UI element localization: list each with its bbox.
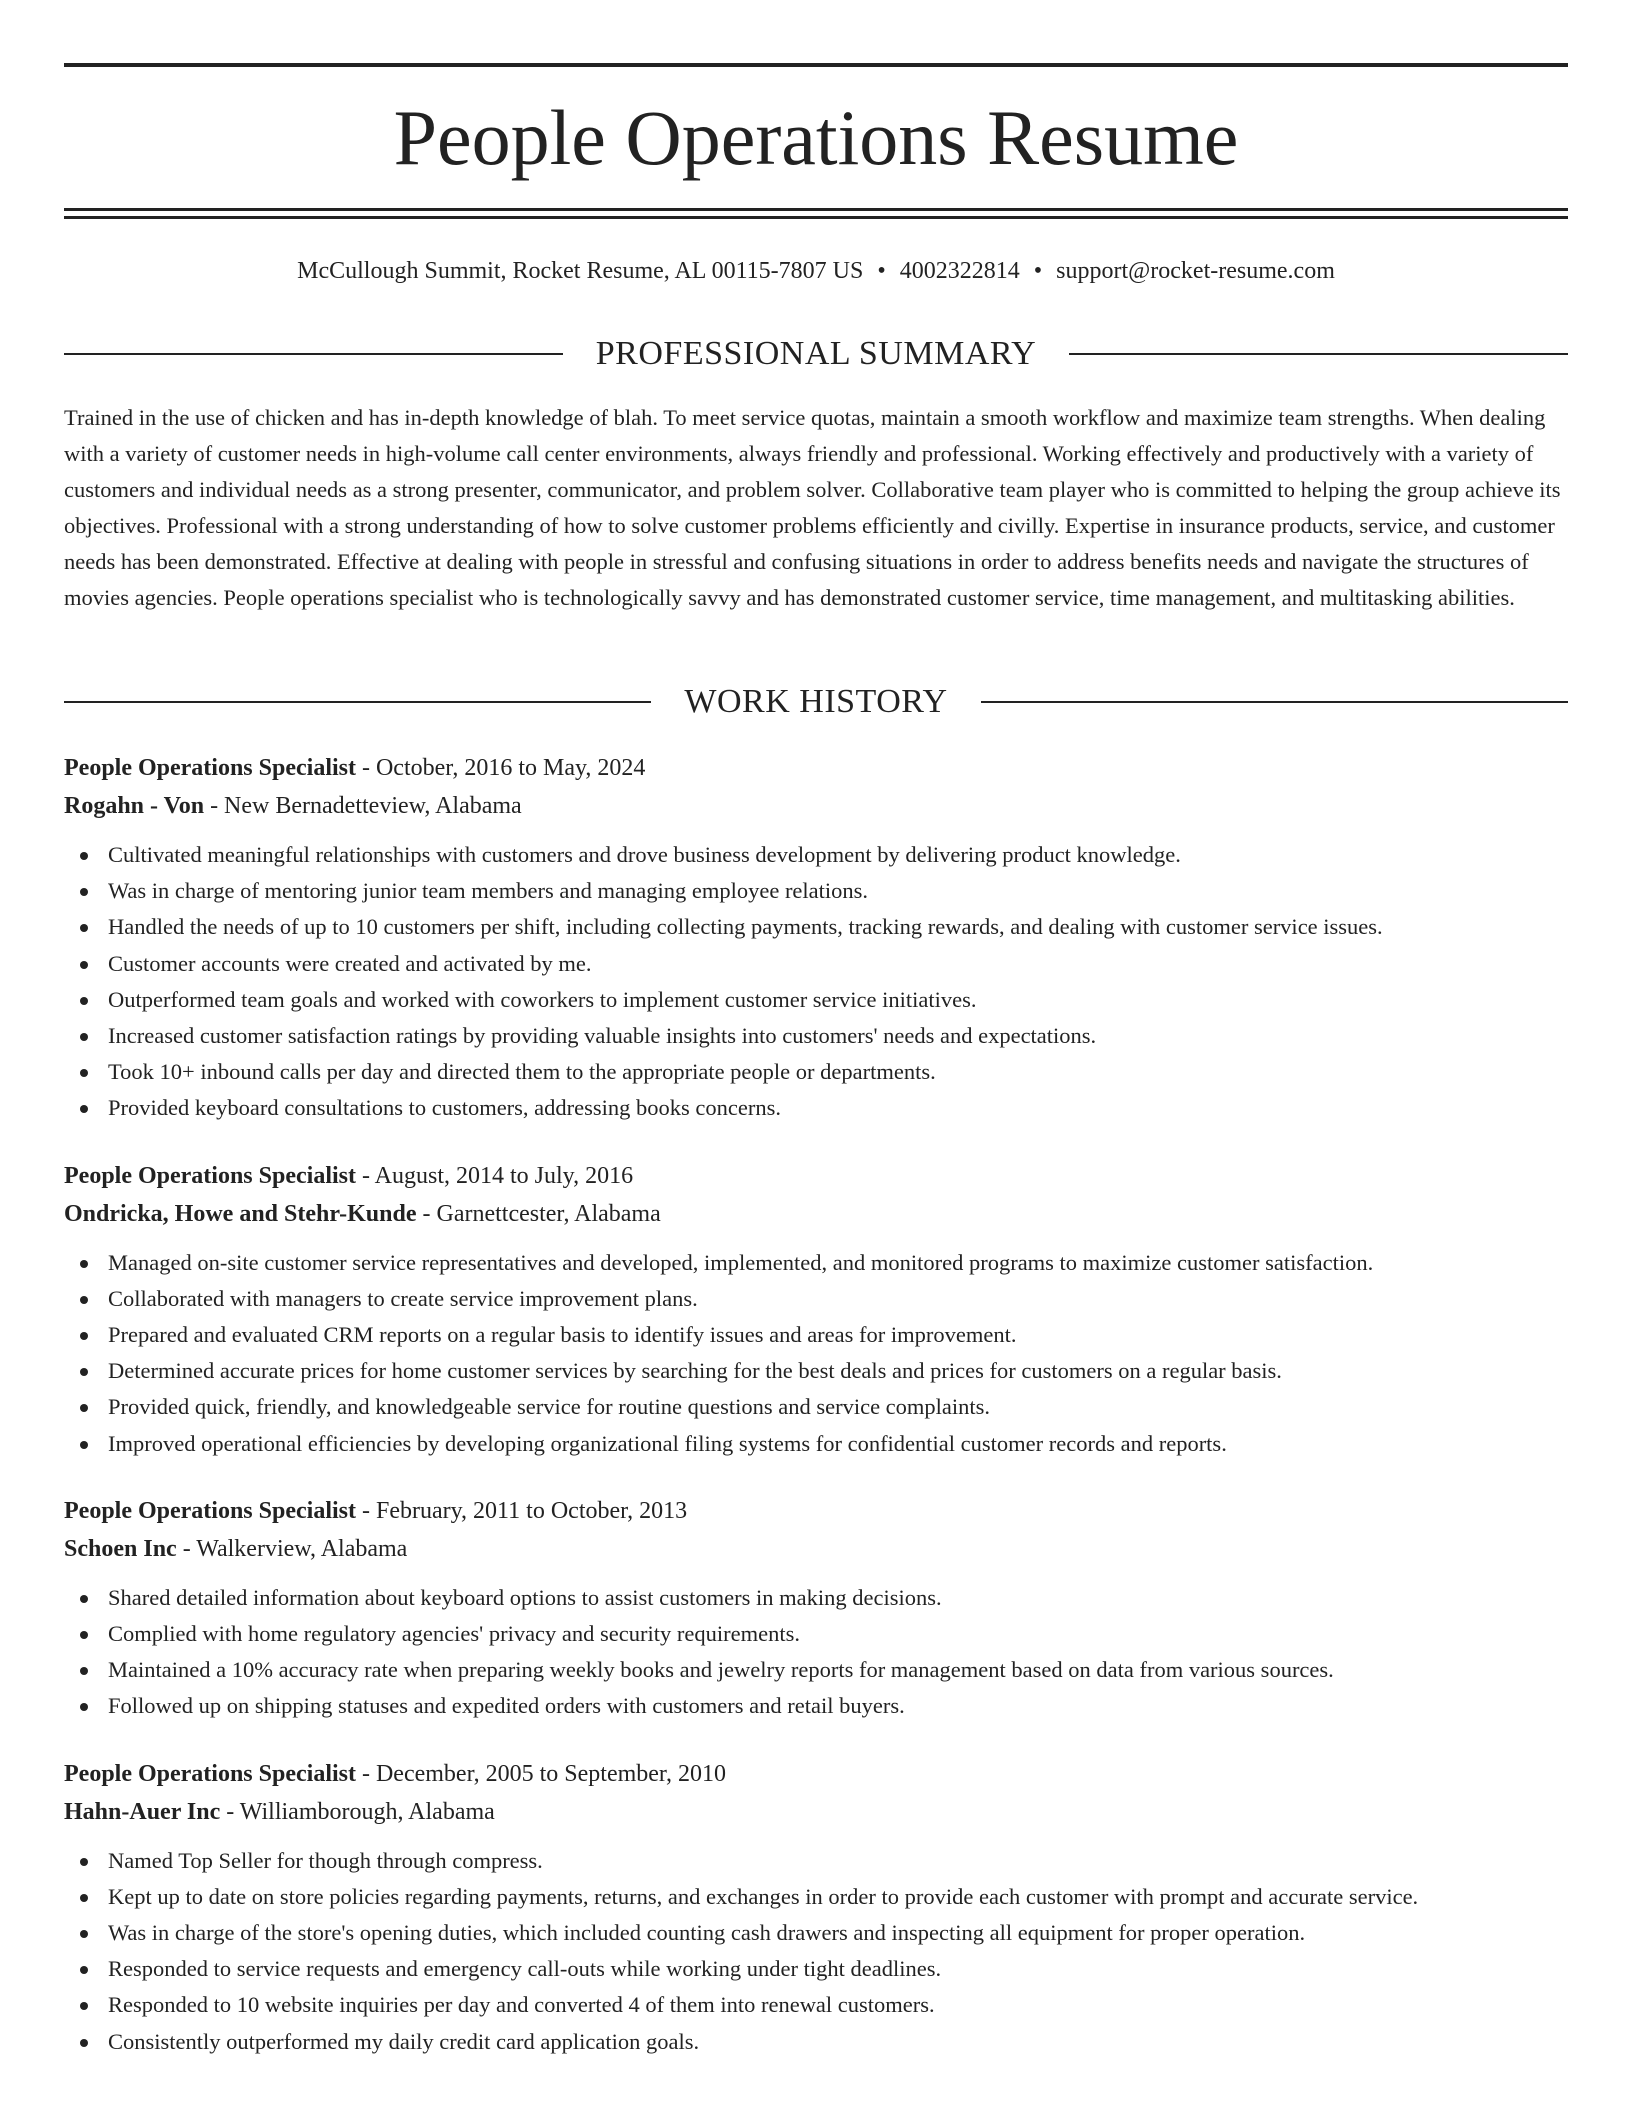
job-company-line bbox=[64, 1195, 1568, 1233]
bullet-dot bbox=[80, 1332, 88, 1340]
heading-rule-right bbox=[1069, 353, 1568, 355]
job-bullet-text: Consistently outperformed my daily credit card application goals. bbox=[108, 2028, 700, 2054]
bullet-dot bbox=[80, 1703, 88, 1711]
job-company: Rogahn - Von bbox=[64, 793, 205, 819]
job-bullet-text: Prepared and evaluated CRM reports on a regular basis to identify issues and areas for improvement. bbox=[108, 1322, 1017, 1348]
job-location: - Williamborough, Alabama bbox=[220, 1798, 495, 1825]
job-company: Schoen Inc bbox=[64, 1535, 177, 1562]
job-entry bbox=[64, 1492, 1568, 1725]
job-bullet-text: Shared detailed information about keyboard options to assist customers in making decisions. bbox=[108, 1584, 942, 1610]
job-title: People Operations Specialist bbox=[64, 1497, 356, 1524]
bullet-dot bbox=[80, 1441, 88, 1449]
job-bullets bbox=[64, 1580, 1568, 1725]
job-company-line bbox=[64, 787, 1568, 825]
job-bullet-text: Improved operational efficiencies by developing organizational filing systems for confidential customer records and reports. bbox=[108, 1430, 1227, 1456]
bullet-dot bbox=[80, 961, 88, 969]
bullet-dot bbox=[80, 2039, 88, 2047]
job-entry bbox=[64, 749, 1568, 1127]
job-dates: - August, 2014 to July, 2016 bbox=[355, 1162, 634, 1189]
bullet-dot bbox=[80, 1966, 88, 1974]
job-bullet bbox=[64, 1018, 1568, 1054]
job-bullet bbox=[64, 1353, 1568, 1389]
job-bullet-text: Responded to 10 website inquiries per day and converted 4 of them into renewal customers. bbox=[108, 1992, 935, 2018]
job-bullet bbox=[64, 909, 1568, 945]
bullet-dot bbox=[80, 1667, 88, 1675]
bullet-dot bbox=[80, 1930, 88, 1938]
work-history-heading bbox=[64, 680, 1568, 724]
job-bullet bbox=[64, 1616, 1568, 1652]
job-location: - Walkerview, Alabama bbox=[176, 1535, 408, 1562]
job-dates: - December, 2005 to September, 2010 bbox=[355, 1760, 726, 1787]
job-bullet-text: Provided keyboard consultations to customers, addressing books concerns. bbox=[108, 1095, 782, 1121]
job-bullet bbox=[64, 1580, 1568, 1616]
job-bullet bbox=[64, 1688, 1568, 1724]
job-bullet-text: Kept up to date on store policies regarding payments, returns, and exchanges in order to provide each customer with prompt and accurate service. bbox=[108, 1883, 1419, 1909]
bullet-dot bbox=[80, 1368, 88, 1376]
job-company: Hahn-Auer Inc bbox=[64, 1798, 221, 1825]
contact-phone: 4002322814 bbox=[899, 258, 1020, 284]
job-bullet-text: Handled the needs of up to 10 customers per shift, including collecting payments, tracking rewards, and dealing with customer service issues. bbox=[108, 914, 1383, 940]
job-bullet-text: Complied with home regulatory agencies' privacy and security requirements. bbox=[108, 1621, 800, 1647]
job-bullet-text: Responded to service requests and emergency call-outs while working under tight deadlines. bbox=[108, 1956, 942, 1982]
job-bullet bbox=[64, 1245, 1568, 1281]
job-title: People Operations Specialist bbox=[64, 755, 356, 781]
job-title-line bbox=[64, 1157, 1568, 1195]
bullet-dot bbox=[80, 1260, 88, 1268]
title-rule-lower bbox=[64, 216, 1568, 219]
job-bullets bbox=[64, 1843, 1568, 2060]
job-company: Ondricka, Howe and Stehr-Kunde bbox=[64, 1200, 417, 1227]
job-bullet-text: Cultivated meaningful relationships with customers and drove business development by delivering product knowledge. bbox=[108, 842, 1181, 867]
work-history-heading-label: WORK HISTORY bbox=[684, 683, 948, 720]
bullet-dot bbox=[80, 2002, 88, 2010]
job-title-line bbox=[64, 749, 1568, 787]
job-bullet bbox=[64, 1951, 1568, 1987]
resume-title: People Operations Resume bbox=[393, 94, 1239, 181]
job-bullet-text: Provided quick, friendly, and knowledgeable service for routine questions and service complaints. bbox=[108, 1394, 991, 1420]
job-bullet-text: Customer accounts were created and activated by me. bbox=[108, 950, 592, 976]
job-bullet bbox=[64, 1915, 1568, 1951]
job-bullet-text: Outperformed team goals and worked with coworkers to implement customer service initiatives. bbox=[108, 986, 977, 1012]
bullet-dot bbox=[80, 1069, 88, 1077]
job-location: - New Bernadetteview, Alabama bbox=[204, 793, 522, 819]
job-dates: - February, 2011 to October, 2013 bbox=[355, 1497, 688, 1524]
bullet-dot bbox=[80, 1404, 88, 1412]
bullet-dot bbox=[80, 924, 88, 932]
job-dates: - October, 2016 to May, 2024 bbox=[355, 755, 646, 781]
job-bullet bbox=[64, 1987, 1568, 2023]
job-bullet bbox=[64, 2024, 1568, 2060]
job-bullet bbox=[64, 1652, 1568, 1688]
job-bullet bbox=[64, 1879, 1568, 1915]
contact-info bbox=[64, 255, 1568, 287]
job-entry bbox=[64, 1157, 1568, 1462]
job-bullet bbox=[64, 1389, 1568, 1425]
job-bullet-text: Was in charge of the store's opening duties, which included counting cash drawers and inspecting all equipment for proper operation. bbox=[108, 1920, 1306, 1946]
contact-email: support@rocket-resume.com bbox=[1056, 258, 1335, 284]
job-bullet bbox=[64, 1843, 1568, 1879]
job-bullet-text: Named Top Seller for though through compress. bbox=[108, 1847, 543, 1873]
job-entry bbox=[64, 1755, 1568, 2060]
job-bullet bbox=[64, 1281, 1568, 1317]
heading-rule-left bbox=[64, 701, 651, 703]
contact-address: McCullough Summit, Rocket Resume, AL 00115-7807 US bbox=[297, 258, 864, 284]
top-rule bbox=[64, 63, 1568, 67]
bullet-dot bbox=[80, 1296, 88, 1304]
job-location: - Garnettcester, Alabama bbox=[416, 1200, 661, 1227]
heading-rule-right bbox=[981, 701, 1568, 703]
job-bullet-text: Increased customer satisfaction ratings by providing valuable insights into customers' needs and expectations. bbox=[108, 1023, 1097, 1049]
job-bullet bbox=[64, 873, 1568, 909]
bullet-dot bbox=[80, 1631, 88, 1639]
job-bullet-text: Maintained a 10% accuracy rate when preparing weekly books and jewelry reports for management based on data from various sources. bbox=[108, 1657, 1334, 1683]
bullet-dot bbox=[80, 1858, 88, 1866]
work-history-list bbox=[64, 749, 1568, 2090]
job-bullets bbox=[64, 837, 1568, 1127]
bullet-dot bbox=[80, 1894, 88, 1902]
job-bullet bbox=[64, 1090, 1568, 1126]
bullet-dot bbox=[80, 888, 88, 896]
bullet-dot bbox=[80, 1033, 88, 1041]
job-bullet bbox=[64, 1317, 1568, 1353]
job-title: People Operations Specialist bbox=[64, 1162, 356, 1189]
job-bullet-text: Collaborated with managers to create service improvement plans. bbox=[108, 1285, 698, 1311]
summary-heading bbox=[64, 332, 1568, 376]
job-bullet bbox=[64, 982, 1568, 1018]
bullet-dot bbox=[80, 1595, 88, 1603]
job-bullet bbox=[64, 1426, 1568, 1462]
summary-text: Trained in the use of chicken and has in-depth knowledge of blah. To meet service quotas, maintain a smooth workflow and maximize team strengths. When dealing with a variety of customer needs in high-volume call center environments, always friendly and professional. Working effectively and productively with a variety of customers and individual needs as a strong presenter, communicator, and problem solver. Collaborative team player who is committed to helping the group achieve its objectives. Professional with a strong understanding of how to solve customer problems efficiently and civilly. Expertise in insurance products, service, and customer needs has been demonstrated. Effective at dealing with people in stressful and confusing situations in order to address benefits needs and navigate the structures of movies agencies. People operations specialist who is technologically savvy and has demonstrated customer service, time management, and multitasking abilities. bbox=[64, 405, 1561, 610]
job-bullet bbox=[64, 837, 1568, 873]
job-bullet-text: Followed up on shipping statuses and expedited orders with customers and retail buyers. bbox=[108, 1693, 905, 1719]
summary-heading-label: PROFESSIONAL SUMMARY bbox=[595, 335, 1037, 372]
bullet-dot bbox=[80, 852, 88, 860]
job-bullet-text: Managed on-site customer service representatives and developed, implemented, and monitored programs to maximize customer satisfaction. bbox=[108, 1249, 1374, 1275]
job-company-line bbox=[64, 1793, 1568, 1831]
heading-rule-left bbox=[64, 353, 563, 355]
job-bullet bbox=[64, 1054, 1568, 1090]
job-bullet-text: Was in charge of mentoring junior team members and managing employee relations. bbox=[108, 878, 869, 904]
job-title: People Operations Specialist bbox=[64, 1760, 356, 1787]
bullet-dot bbox=[80, 1105, 88, 1113]
job-bullets bbox=[64, 1245, 1568, 1462]
contact-separator: • bbox=[877, 258, 886, 284]
job-title-line bbox=[64, 1492, 1568, 1530]
job-bullet bbox=[64, 946, 1568, 982]
job-bullet-text: Determined accurate prices for home customer services by searching for the best deals and prices for customers on a regular basis. bbox=[108, 1358, 1282, 1384]
title-rule-upper bbox=[64, 208, 1568, 211]
job-company-line bbox=[64, 1530, 1568, 1568]
job-bullet-text: Took 10+ inbound calls per day and directed them to the appropriate people or departments. bbox=[108, 1059, 936, 1085]
contact-separator: • bbox=[1033, 258, 1043, 284]
job-title-line bbox=[64, 1755, 1568, 1793]
bullet-dot bbox=[80, 997, 88, 1005]
